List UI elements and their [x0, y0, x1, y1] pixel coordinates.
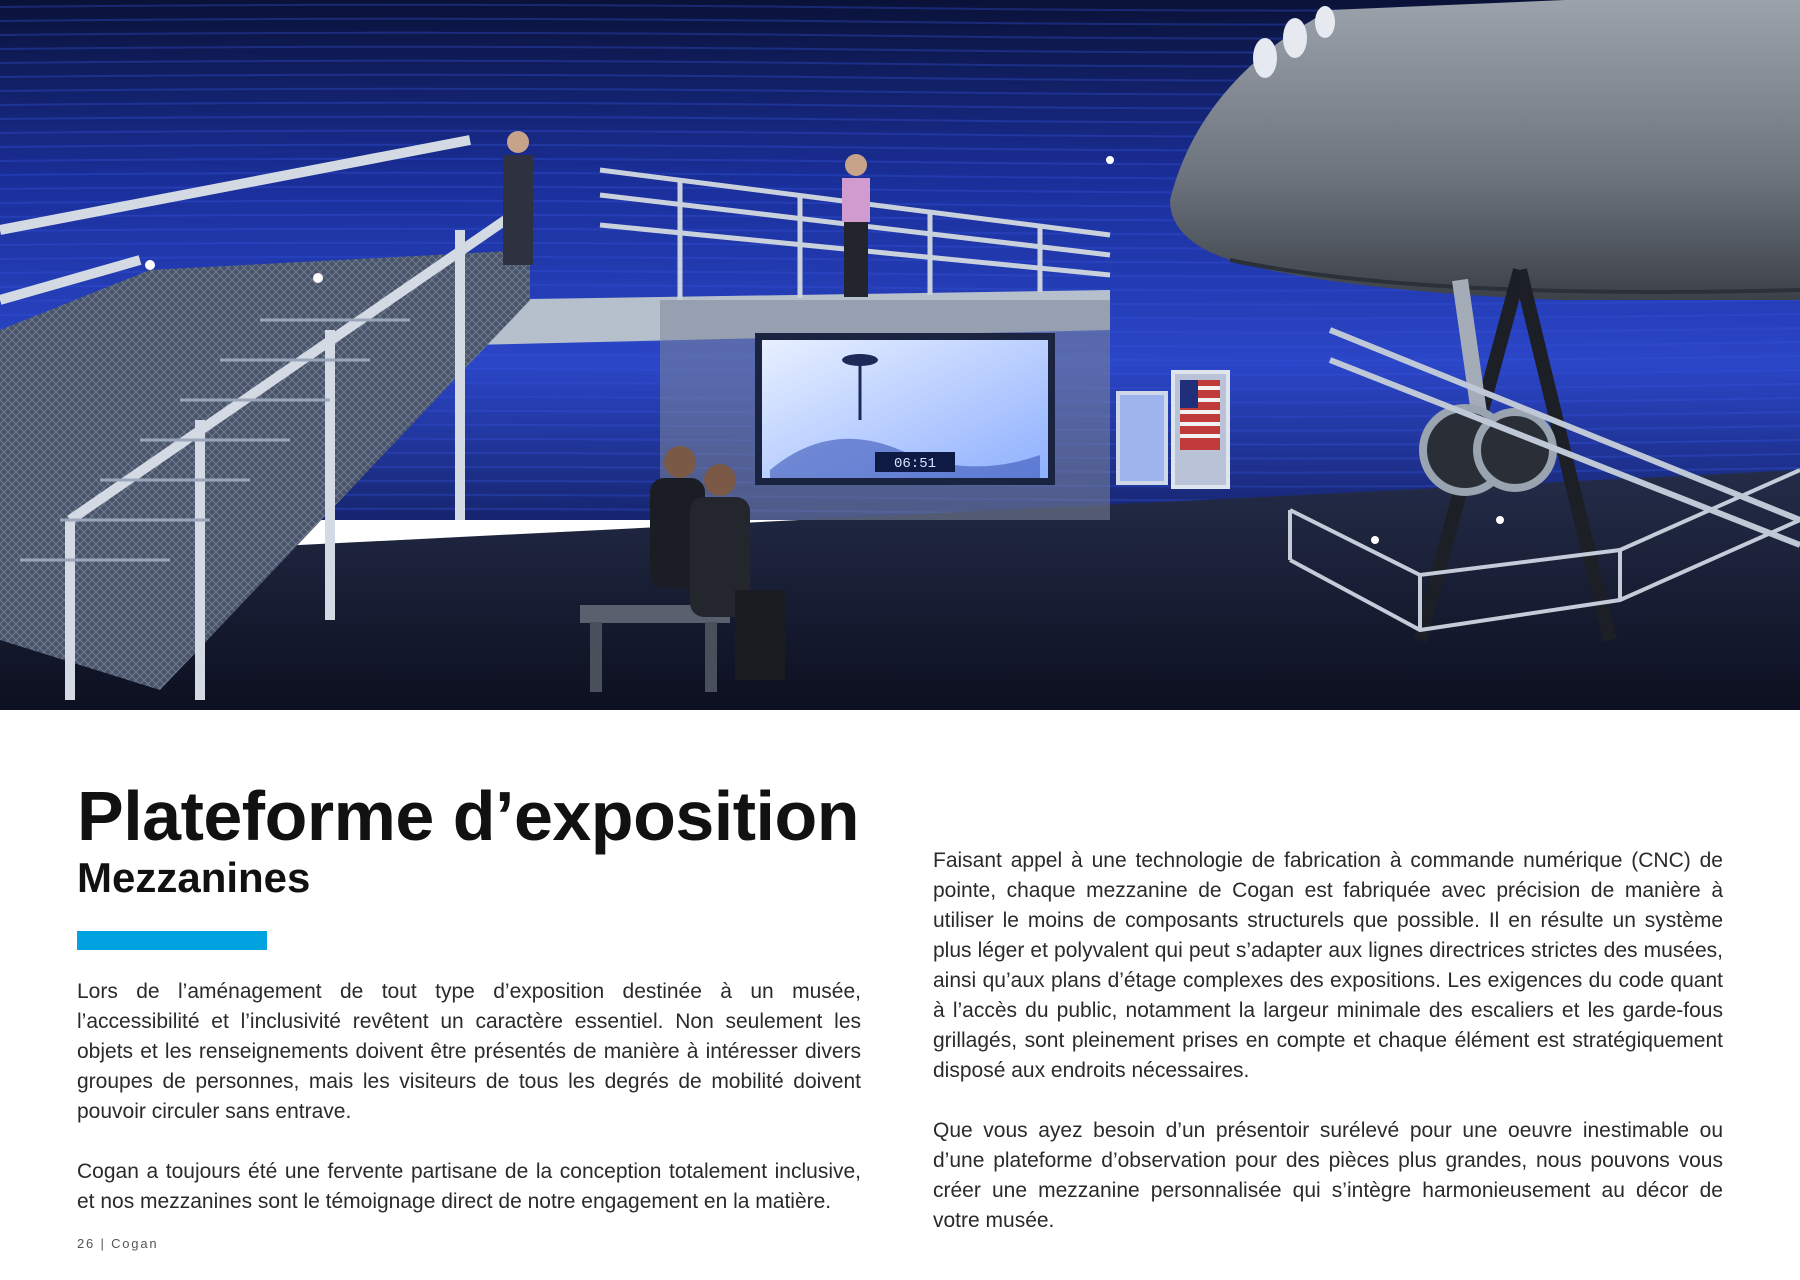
page-title: Plateforme d’exposition: [77, 777, 859, 855]
page-subtitle: Mezzanines: [77, 854, 311, 901]
page-footer: [77, 1236, 158, 1251]
footer-separator: |: [100, 1236, 106, 1251]
accent-bar: [77, 931, 267, 950]
body-paragraph: Cogan a toujours été une fervente partisane de la conception totalement inclusive, et nos mezzanines sont le témoignage direct de notre engagement en la matière.: [77, 1160, 861, 1213]
right-column: [933, 846, 1723, 1266]
left-column: [77, 977, 861, 1247]
poster-panel: [1118, 393, 1166, 483]
american-flag-panel: [1173, 372, 1228, 487]
screen-readout: 06:51: [893, 456, 937, 472]
body-paragraph: Que vous ayez besoin d’un présentoir surélevé pour une oeuvre inestimable ou d’une plateforme d’observation pour des pièces plus grandes, nous pouvons vous créer une mezzanine personnalisée qui s’intègre harmonieusement au décor de votre musée.: [933, 1119, 1723, 1232]
lunar-display-screen: [755, 333, 1055, 485]
footer-brand: Cogan: [111, 1236, 159, 1251]
body-paragraph: Lors de l’aménagement de tout type d’exposition destinée à un musée, l’accessibilité et l’inclusivité revêtent un caractère essentiel. Non seulement les objets et les renseignements doivent être présentés de manière à intéresser divers groupes de personnes, mais les visiteurs de tous les degrés de mobilité doivent pouvoir circuler sans entrave.: [77, 980, 861, 1123]
page-number: 26: [77, 1236, 96, 1251]
space-shuttle-model: [1170, 0, 1800, 300]
body-paragraph: Faisant appel à une technologie de fabrication à commande numérique (CNC) de pointe, chaque mezzanine de Cogan est fabriquée avec précision de manière à utiliser le moins de composants structurels que possible. Il en résulte un système plus léger et polyvalent qui peut s’adapter aux lignes directrices strictes des musées, ainsi qu’aux plans d’étage complexes des expositions. Les exigences du code quant à l’accès du public, notamment la largeur minimale des escaliers et les garde-fous grillagés, sont pleinement prises en compte et chaque élément est stratégiquement disposé aux endroits nécessaires.: [933, 849, 1723, 1082]
